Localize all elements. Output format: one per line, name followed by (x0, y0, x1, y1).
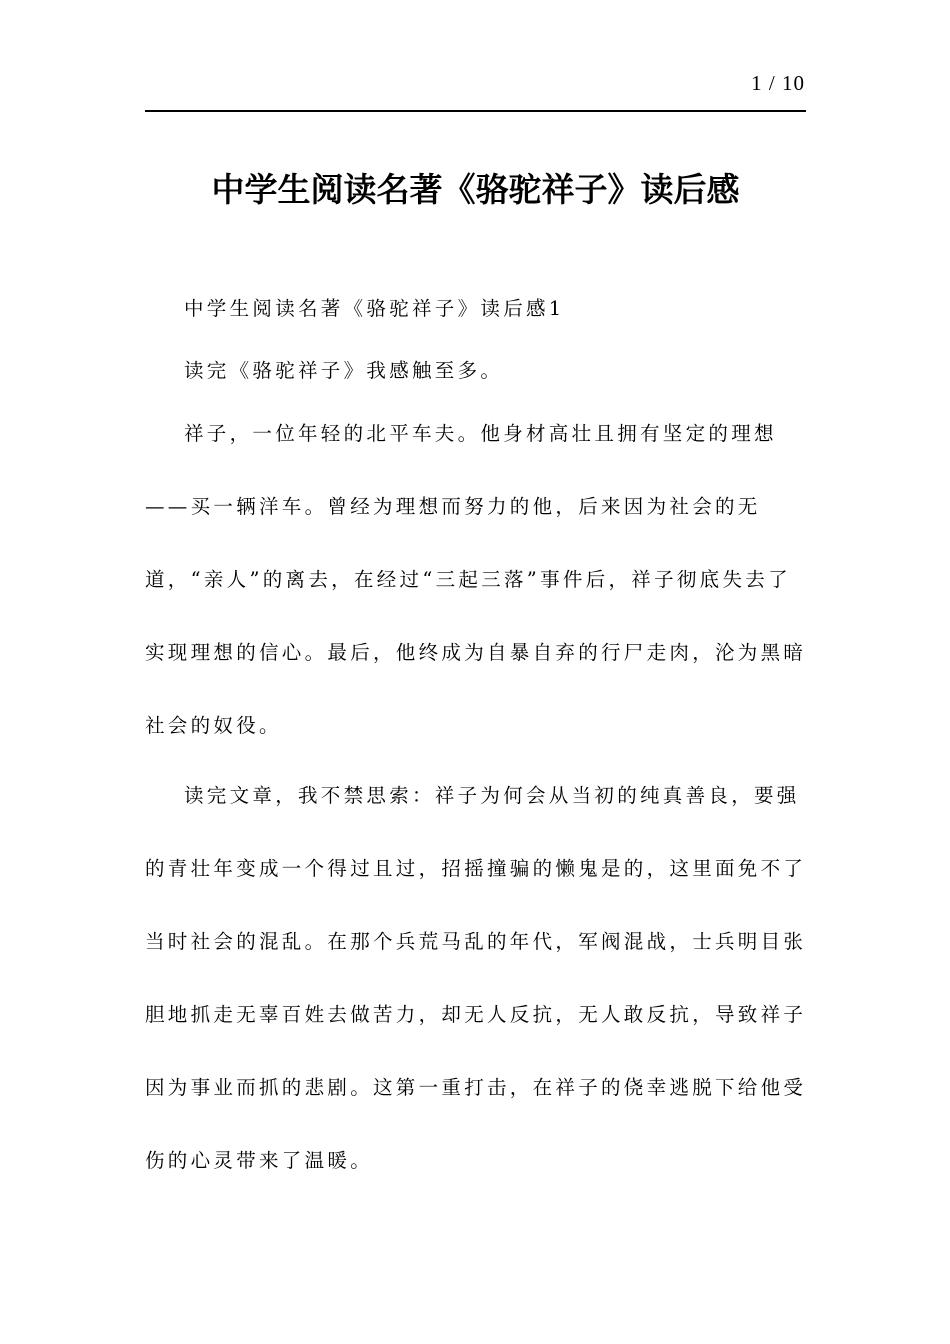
paragraph-reflection: 读完文章，我不禁思索：祥子为何会从当初的纯真善良，要强的青壮年变成一个得过且过，招摇撞骗的懒鬼是的，这里面免不了当时社会的混乱。在那个兵荒马乱的年代，军阀混战，士兵明目张胆地抓走无辜百姓去做苦力，却无人反抗，无人敢反抗，导致祥子因为事业而抓的悲剧。这第一重打击，在祥子的侥幸逃脱下给他受伤的心灵带来了温暖。 (145, 784, 807, 1172)
paragraph-summary: 祥子，一位年轻的北平车夫。他身材高壮且拥有坚定的理想——买一辆洋车。曾经为理想而努力的他，后来因为社会的无道，“亲人”的离去，在经过“三起三落”事件后，祥子彻底失去了实现理想的信心。最后，他终成为自暴自弃的行尸走肉，沦为黑暗社会的奴役。 (145, 422, 807, 737)
document-body (145, 286, 810, 1207)
paragraph-intro: 读完《骆驼祥子》我感触至多。 (184, 359, 504, 382)
paragraph-subtitle: 中学生阅读名著《骆驼祥子》读后感1 (184, 297, 565, 320)
header-divider (145, 110, 806, 112)
document-title: 中学生阅读名著《骆驼祥子》读后感 (211, 170, 740, 209)
page-number: 1 / 10 (751, 71, 805, 95)
